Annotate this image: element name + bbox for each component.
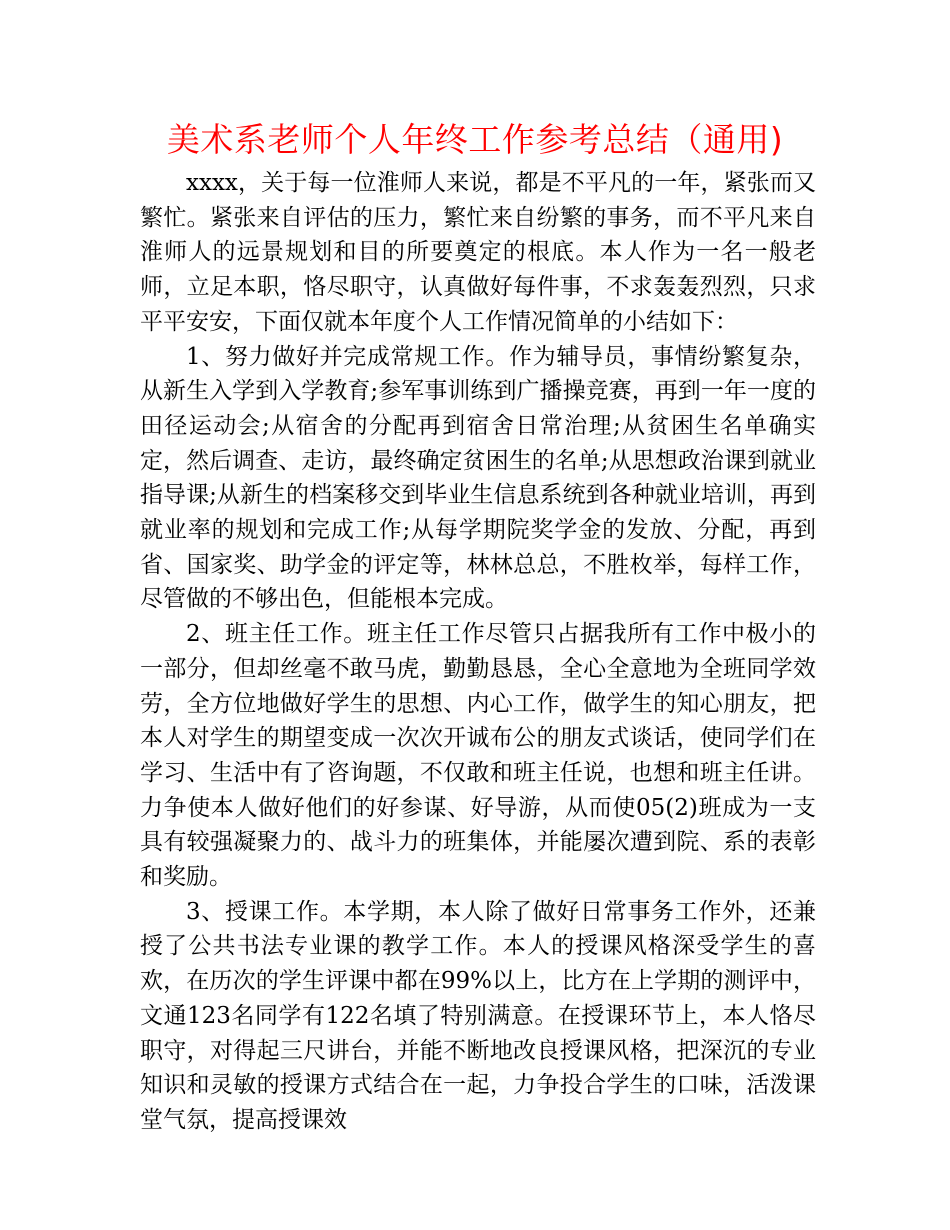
- paragraph-routine-work: 1、努力做好并完成常规工作。作为辅导员，事情纷繁复杂，从新生入学到入学教育;参军事训练到广播操竞赛，再到一年一度的田径运动会;从宿舍的分配再到宿舍日常治理;从贫困生名单确实定，然后调查、走访，最终确定贫困生的名单;从思想政治课到就业指导课;从新生的档案移交到毕业生信息系统到各种就业培训，再到就业率的规划和完成工作;从每学期院奖学金的发放、分配，再到省、国家奖、助学金的评定等，林林总总，不胜枚举，每样工作，尽管做的不够出色，但能根本完成。: [140, 343, 816, 613]
- paragraph-class-teacher-work: 2、班主任工作。班主任工作尽管只占据我所有工作中极小的一部分，但却丝毫不敢马虎，勤勤恳恳，全心全意地为全班同学效劳，全方位地做好学生的思想、内心工作，做学生的知心朋友，把本人对学生的期望变成一次次开诚布公的朋友式谈话，使同学们在学习、生活中有了咨询题，不仅敢和班主任说，也想和班主任讲。力争使本人做好他们的好参谋、好导游，从而使05(2)班成为一支具有较强凝聚力的、战斗力的班集体，并能屡次遭到院、系的表彰和奖励。: [140, 621, 816, 891]
- paragraph-intro: xxxx，关于每一位淮师人来说，都是不平凡的一年，紧张而又繁忙。紧张来自评估的压力，繁忙来自纷繁的事务，而不平凡来自淮师人的远景规划和目的所要奠定的根底。本人作为一名一般老师，立足本职，恪尽职守，认真做好每件事，不求轰轰烈烈，只求平平安安，下面仅就本年度个人工作情况简单的小结如下：: [140, 170, 816, 335]
- document-body: [140, 166, 816, 1138]
- document-title: 美术系老师个人年终工作参考总结（通用): [166, 120, 784, 159]
- paragraph-teaching-work: 3、授课工作。本学期，本人除了做好日常事务工作外，还兼授了公共书法专业课的教学工作。本人的授课风格深受学生的喜欢，在历次的学生评课中都在99%以上，比方在上学期的测评中，文通123名同学有122名填了特别满意。在授课环节上，本人恪尽职守，对得起三尺讲台，并能不断地改良授课风格，把深沉的专业知识和灵敏的授课方式结合在一起，力争投合学生的口味，活泼课堂气氛，提高授课效: [140, 898, 816, 1133]
